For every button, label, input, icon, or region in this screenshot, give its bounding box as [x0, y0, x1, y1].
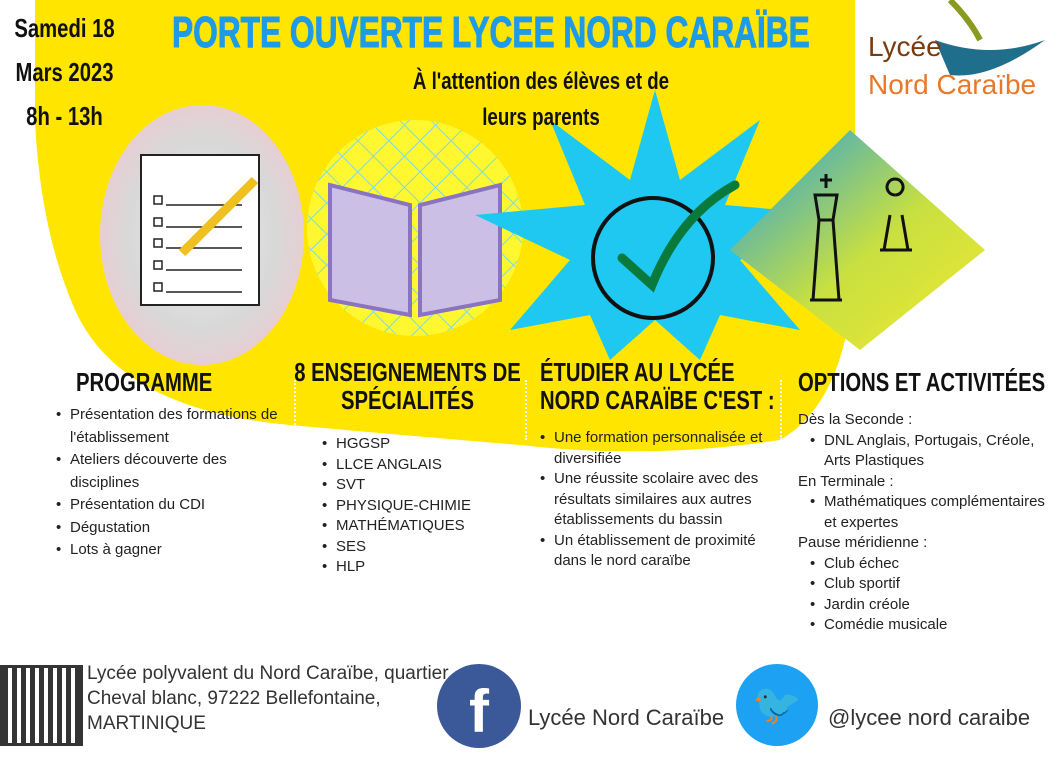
list-item: • Club sportif	[810, 574, 1048, 595]
list-item: • Ateliers découverte des disciplines	[56, 449, 286, 494]
list-item: • Présentation des formations de l'établissement	[56, 404, 286, 449]
divider	[780, 380, 782, 440]
list-item: • Une réussite scolaire avec des résultats similaires aux autres établissements du bassin	[540, 469, 770, 531]
section-title: 8 ENSEIGNEMENTS DE SPÉCIALITÉS	[294, 357, 521, 415]
etudier-section	[540, 357, 775, 572]
list-item: • Mathématiques complémentaires et expertes	[810, 492, 1048, 533]
twitter-icon[interactable]: 🐦	[736, 664, 818, 746]
list-item: • Comédie musicale	[810, 615, 1048, 636]
list-item: • HLP	[322, 557, 522, 578]
list-item: • Jardin créole	[810, 595, 1048, 616]
group-label: En Terminale :	[798, 472, 894, 490]
list-item: • DNL Anglais, Portugais, Créole, Arts Plastiques	[810, 431, 1048, 472]
list-item: • SVT	[322, 475, 522, 496]
logo: Lycée Nord Caraïbe	[868, 31, 1037, 100]
specialites-section	[292, 358, 522, 578]
facebook-icon[interactable]: f	[437, 664, 521, 748]
list-item: • MATHÉMATIQUES	[322, 516, 522, 537]
qr-code	[3, 668, 80, 743]
section-title: OPTIONS ET ACTIVITÉES	[798, 367, 1046, 397]
address: Lycée polyvalent du Nord Caraïbe, quartier Cheval blanc, 97222 Bellefontaine, MARTINIQUE	[87, 663, 449, 734]
list-item: • HGGSP	[322, 434, 522, 455]
event-date: Samedi 18 Mars 2023 8h - 13h	[14, 13, 115, 131]
list-item: • Dégustation	[56, 517, 286, 540]
page-title: PORTE OUVERTE LYCEE NORD CARAÏBE	[172, 8, 810, 57]
checklist-icon	[141, 155, 259, 305]
list-item: • Une formation personnalisée et diversifiée	[540, 428, 770, 469]
list-item: • Présentation du CDI	[56, 494, 286, 517]
list-item: • Club échec	[810, 554, 1048, 575]
twitter-link[interactable]: @lycee nord caraibe	[828, 705, 1031, 730]
group-label: Dès la Seconde :	[798, 411, 913, 428]
options-section	[798, 368, 1048, 636]
subtitle: À l'attention des élèves et de leurs parents	[412, 68, 670, 131]
section-title: ÉTUDIER AU LYCÉE NORD CARAÏBE C'EST :	[540, 357, 775, 415]
facebook-link[interactable]: Lycée Nord Caraïbe	[528, 705, 725, 730]
list-item: • SES	[322, 537, 522, 558]
divider	[525, 380, 527, 440]
section-title: PROGRAMME	[76, 367, 213, 397]
list-item: • Un établissement de proximité dans le nord caraïbe	[540, 531, 770, 572]
list-item: • Lots à gagner	[56, 539, 286, 562]
list-item: • PHYSIQUE-CHIMIE	[322, 496, 522, 517]
group-label: Pause méridienne :	[798, 534, 928, 551]
list-item: • LLCE ANGLAIS	[322, 455, 522, 476]
programme-section	[56, 368, 286, 562]
